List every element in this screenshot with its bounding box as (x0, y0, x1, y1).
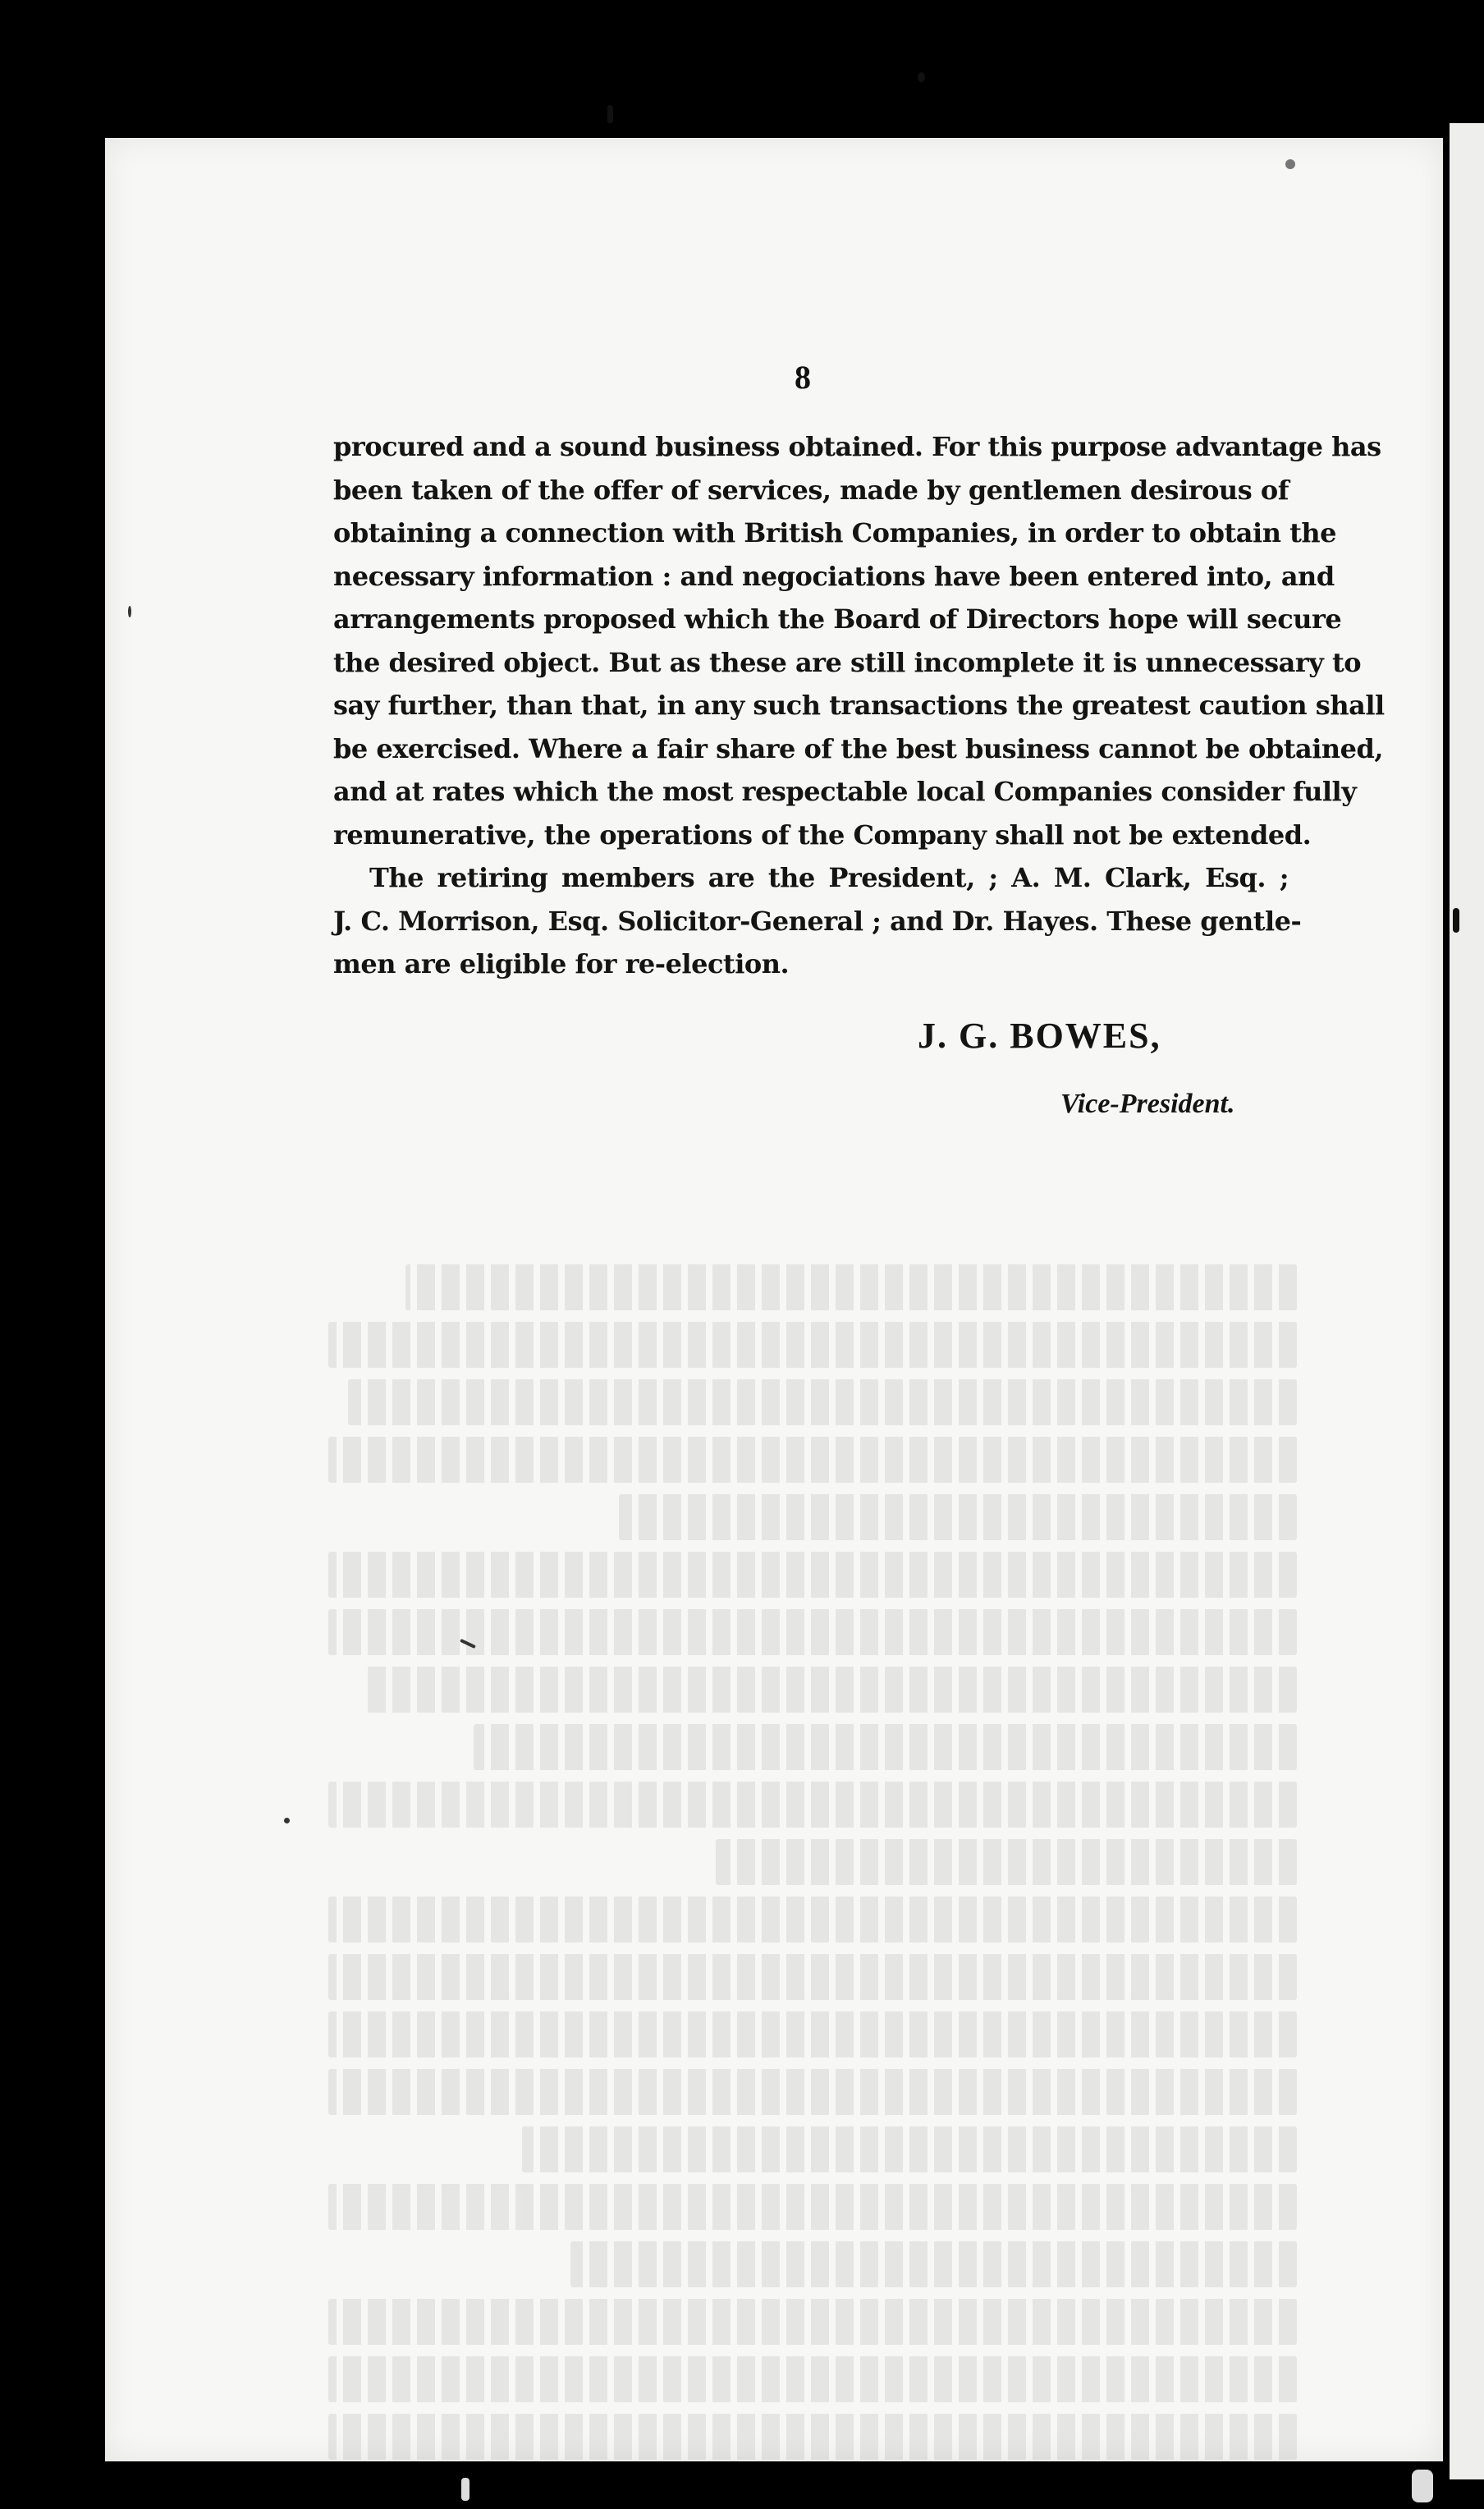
scan-speck (1285, 159, 1295, 169)
text-line: men are eligible for re-election. (333, 948, 790, 979)
text-line: The retiring members are the President, ; A. M. Clark, Esq. ; (369, 862, 1289, 893)
scan-speck (1412, 2470, 1433, 2502)
text-line: necessary information : and negociations have been entered into, and (333, 560, 1335, 592)
scan-speck (918, 72, 925, 82)
bleed-through-text (328, 1264, 1297, 2471)
text-line: be exercised. Where a fair share of the best business cannot be obtained, (333, 732, 1384, 764)
body-text (333, 425, 1385, 986)
text-line: been taken of the offer of services, made by gentlemen desirous of (333, 474, 1289, 506)
signature-name: J. G. BOWES, (918, 1016, 1161, 1056)
text-line: say further, than that, in any such transactions the greatest caution shall (333, 690, 1385, 721)
page-number: 8 (795, 359, 811, 396)
scan-speck (1453, 908, 1459, 933)
text-line: procured and a sound business obtained. For this purpose advantage has (333, 431, 1381, 462)
adjacent-page-edge (1450, 123, 1484, 2479)
text-line: the desired object. But as these are still incomplete it is unnecessary to (333, 646, 1362, 678)
text-line: obtaining a connection with British Companies, in order to obtain the (333, 517, 1336, 548)
scan-speck (284, 1818, 290, 1823)
text-line: J. C. Morrison, Esq. Solicitor-General ; and Dr. Hayes. These gentle- (333, 905, 1302, 937)
text-line: arrangements proposed which the Board of Directors hope will secure (333, 603, 1342, 635)
text-line: remunerative, the operations of the Company shall not be extended. (333, 819, 1312, 851)
scan-speck (461, 2478, 469, 2501)
scan-speck (128, 606, 131, 617)
text-line: and at rates which the most respectable local Companies consider fully (333, 776, 1357, 807)
scan-speck (607, 105, 613, 123)
signature-title: Vice-President. (1060, 1089, 1235, 1119)
